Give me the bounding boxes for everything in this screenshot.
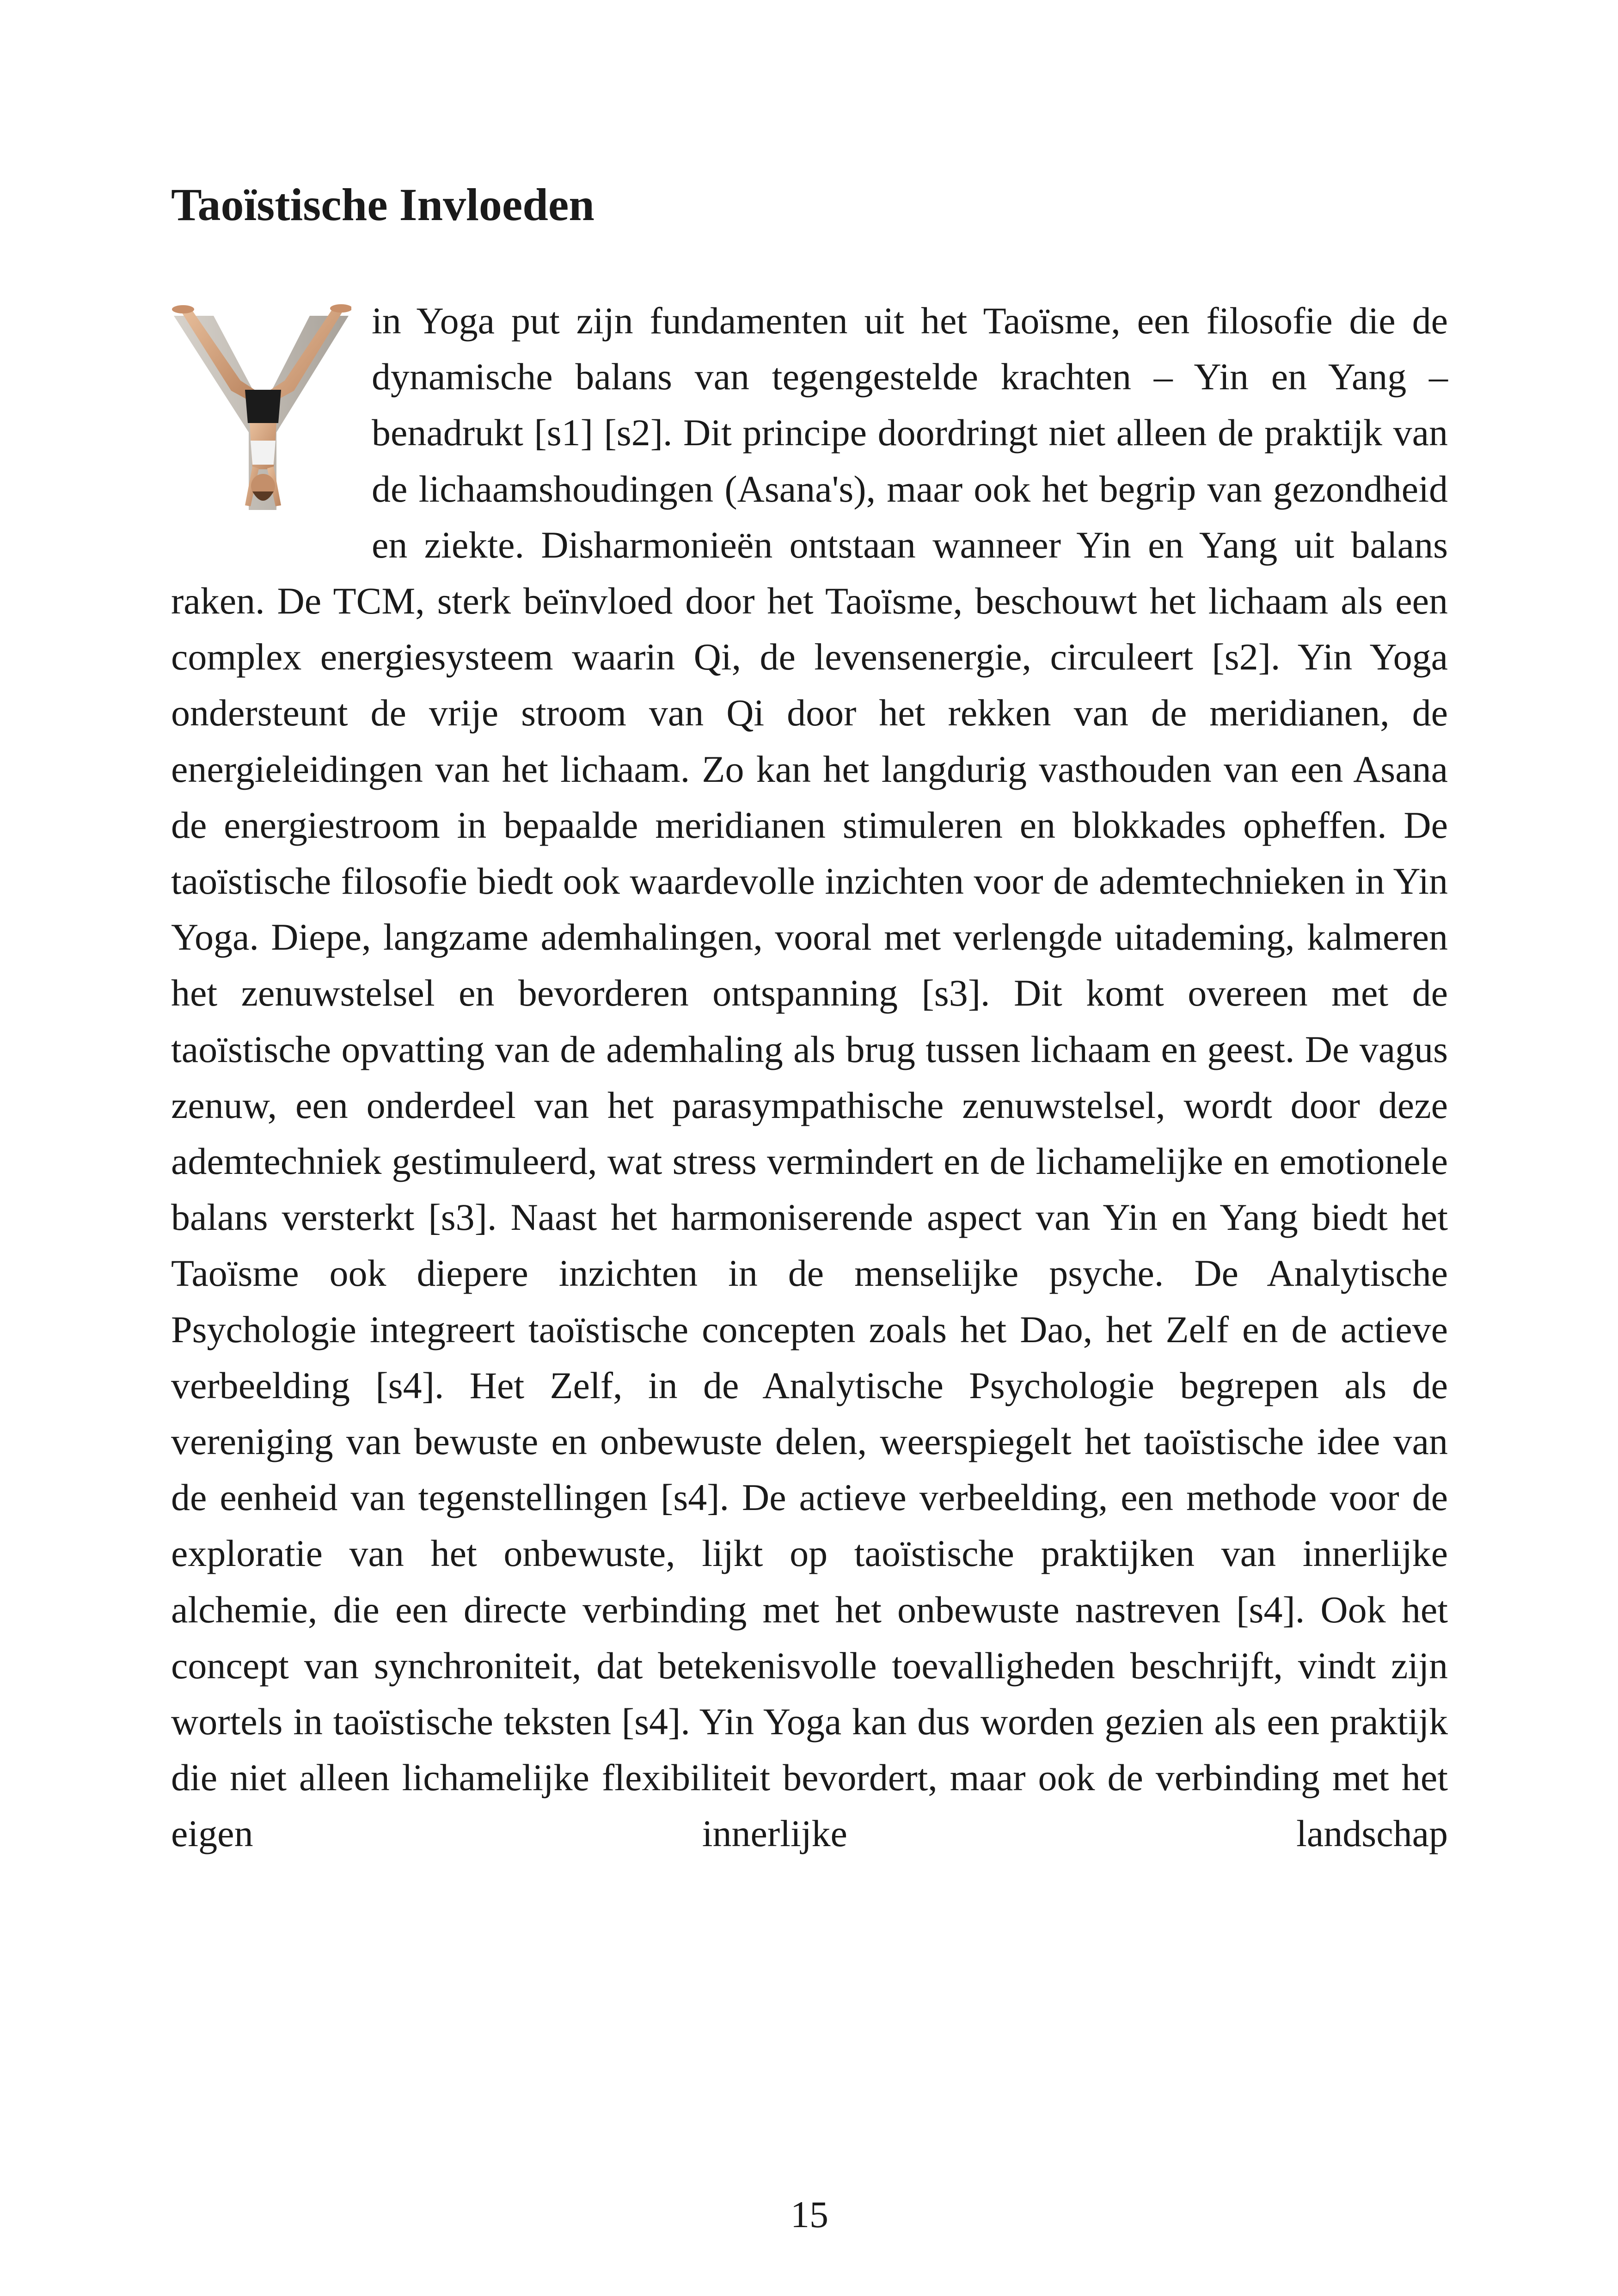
yoga-figure-y-icon xyxy=(171,302,351,519)
body-text: in Yoga put zijn fundamenten uit het Taoïsme, een filosofie die de dynamische balans van tegengestelde krachten – Yin en Yang – benadrukt [s1] [s2]. Dit principe doordringt niet alleen de praktijk van de lichaamshoudingen (Asana's), maar ook het begrip van gezondheid en ziekte. Disharmonieën ontstaan wanneer Yin en Yang uit balans raken. De TCM, sterk beïnvloed door het Taoïsme, beschouwt het lichaam als een complex energiesysteem waarin Qi, de levensenergie, circuleert [s2]. Yin Yoga ondersteunt de vrije stroom van Qi door het rekken van de meridianen, de energieleidingen van het lichaam. Zo kan het langdurig vasthouden van een Asana de energiestroom in bepaalde meridianen stimuleren en blokkades opheffen. De taoïstische filosofie biedt ook waardevolle inzichten voor de ademtechnieken in Yin Yoga. Diepe, langzame ademhalingen, vooral met verlengde uitademing, kalmeren het zenuwstelsel en bevorderen ontspanning [s3]. Dit komt overeen met de taoïstische opvatting van de ademhaling als brug tussen lichaam en geest. De vagus zenuw, een onderdeel van het parasympathische zenuwstelsel, wordt door deze ademtechniek gestimuleerd, wat stress vermindert en de lichamelijke en emotionele balans versterkt [s3]. Naast het harmoniserende aspect van Yin en Yang biedt het Taoïsme ook diepere inzichten in de menselijke psyche. De Analytische Psychologie integreert taoïstische concepten zoals het Dao, het Zelf en de actieve verbeelding [s4]. Het Zelf, in de Analytische Psychologie begrepen als de vereniging van bewuste en onbewuste delen, weerspiegelt het taoïstische idee van de eenheid van tegenstellingen [s4]. De actieve verbeelding, een methode voor de exploratie van het onbewuste, lijkt op taoïstische praktijken van innerlijke alchemie, die een directe verbinding met het onbewuste nastreven [s4]. Ook het concept van synchroniteit, dat betekenisvolle toevalligheden beschrijft, vindt zijn wortels in taoïstische teksten [s4]. Yin Yoga kan dus worden gezien als een praktijk die niet alleen lichamelijke flexibiliteit bevordert, maar ook de verbinding met het eigen innerlijke landschap xyxy=(171,300,1448,1855)
page xyxy=(171,0,1448,2296)
section-title: Taoïstische Invloeden xyxy=(171,179,594,230)
page-number: 15 xyxy=(791,2193,828,2235)
body-paragraph xyxy=(171,293,1448,1862)
